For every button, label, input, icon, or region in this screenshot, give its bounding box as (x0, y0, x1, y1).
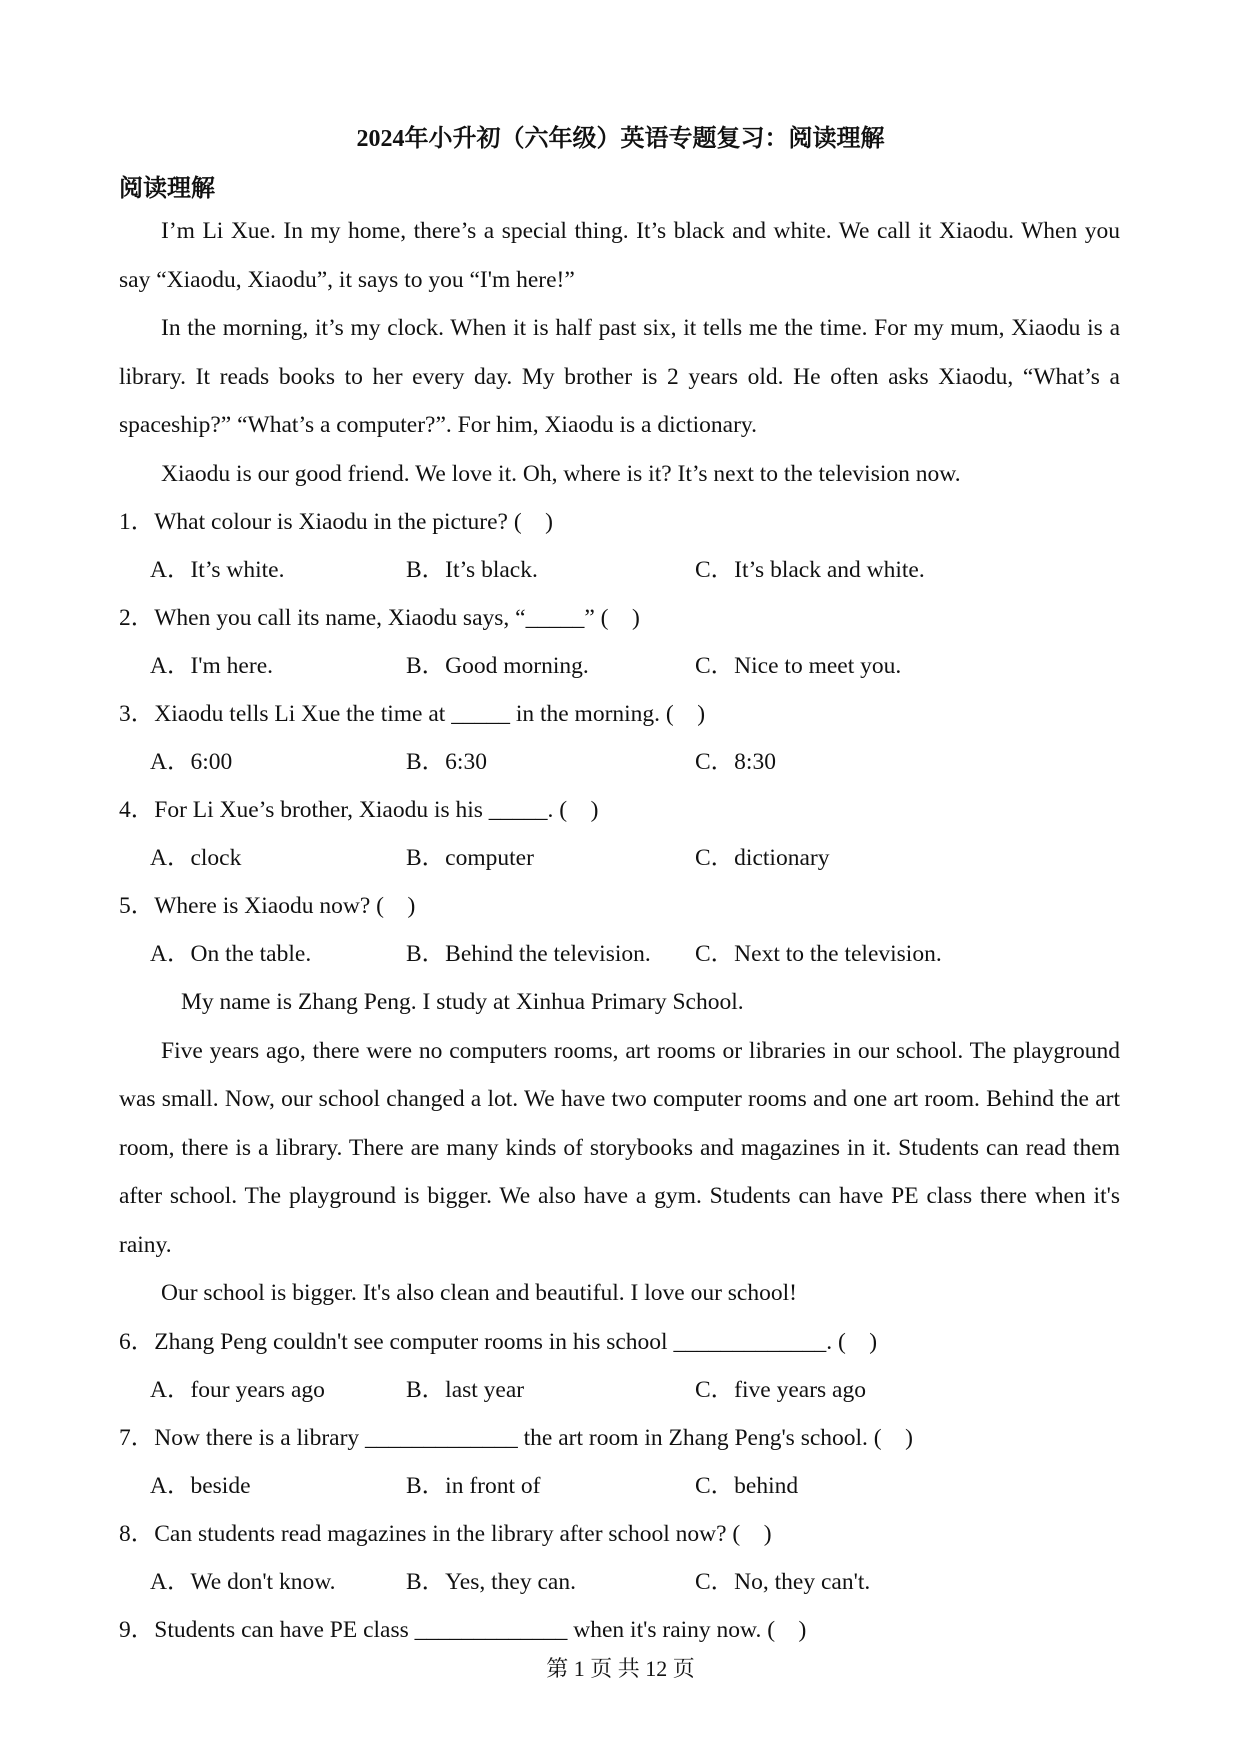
option-a: A．clock (150, 845, 242, 871)
options-2 (119, 642, 1120, 690)
question-4: 4．For Li Xue’s brother, Xiaodu is his _____. ( ) (119, 797, 599, 823)
options-6 (119, 1366, 1120, 1414)
options-5 (119, 930, 1120, 978)
option-b: B．in front of (406, 1472, 541, 1499)
passage1-paragraph-2: In the morning, it’s my clock. When it is half past six, it tells me the time. For my mum, Xiaodu is a library. It reads books to her every day. My brother is 2 years old. He often asks Xiaodu, “What’s a spaceship?” “What’s a computer?”. For him, Xiaodu is a dictionary. (119, 315, 1120, 438)
options-1 (119, 546, 1120, 594)
question-8: 8．Can students read magazines in the library after school now? ( ) (119, 1520, 772, 1547)
option-a: A．6:00 (150, 749, 233, 775)
option-a: A．I'm here. (150, 653, 273, 679)
option-b: B．computer (406, 845, 534, 871)
option-c: C．Nice to meet you. (695, 653, 902, 679)
option-c: C．No, they can't. (695, 1568, 871, 1595)
document-content (119, 207, 1120, 1654)
option-b: B．6:30 (406, 749, 487, 775)
options-7 (119, 1462, 1120, 1510)
question-7: 7．Now there is a library _____________ the art room in Zhang Peng's school. ( ) (119, 1424, 913, 1451)
question-5: 5．Where is Xiaodu now? ( ) (119, 893, 416, 919)
options-8 (119, 1558, 1120, 1606)
passage2-paragraph-3: Our school is bigger. It's also clean and beautiful. I love our school! (161, 1280, 797, 1306)
question-1: 1．What colour is Xiaodu in the picture? ( ) (119, 509, 553, 535)
passage1-paragraph-1: I’m Li Xue. In my home, there’s a special thing. It’s black and white. We call it Xiaodu. When you say “Xiaodu, Xiaodu”, it says to you “I'm here!” (119, 218, 1120, 293)
option-b: B．It’s black. (406, 557, 538, 583)
document-title: 2024年小升初（六年级）英语专题复习：阅读理解 (356, 126, 885, 152)
option-b: B．Good morning. (406, 653, 589, 679)
option-c: C．behind (695, 1472, 799, 1499)
option-b: B．Yes, they can. (406, 1568, 576, 1595)
page-number-footer: 第 1 页 共 12 页 (546, 1656, 695, 1681)
option-a: A．four years ago (150, 1376, 325, 1403)
option-a: A．On the table. (150, 941, 312, 967)
section-heading: 阅读理解 (119, 176, 215, 202)
option-a: A．beside (150, 1472, 251, 1499)
option-a: A．It’s white. (150, 557, 285, 583)
option-a: A．We don't know. (150, 1568, 336, 1595)
option-c: C．five years ago (695, 1376, 866, 1403)
question-3: 3．Xiaodu tells Li Xue the time at _____ in the morning. ( ) (119, 701, 706, 727)
option-c: C．Next to the television. (695, 941, 942, 967)
option-c: C．dictionary (695, 845, 830, 871)
options-4 (119, 834, 1120, 882)
option-c: C．8:30 (695, 749, 776, 775)
option-b: B．last year (406, 1376, 525, 1403)
question-2: 2．When you call its name, Xiaodu says, “_____” ( ) (119, 605, 640, 631)
passage1-paragraph-3: Xiaodu is our good friend. We love it. Oh, where is it? It’s next to the television now. (161, 460, 961, 487)
passage2-paragraph-1: My name is Zhang Peng. I study at Xinhua Primary School. (181, 989, 744, 1015)
options-3 (119, 738, 1120, 786)
question-9: 9．Students can have PE class _____________ when it's rainy now. ( ) (119, 1616, 807, 1643)
passage2-paragraph-2: Five years ago, there were no computers rooms, art rooms or libraries in our school. The playground was small. Now, our school changed a lot. We have two computer rooms and one art room. Behind the art room, there is a library. There are many kinds of storybooks and magazines in it. Students can read them after school. The playground is bigger. We also have a gym. Students can have PE class there when it's rainy. (119, 1037, 1120, 1258)
option-b: B．Behind the television. (406, 941, 651, 967)
option-c: C．It’s black and white. (695, 557, 925, 583)
question-6: 6．Zhang Peng couldn't see computer rooms in his school _____________. ( ) (119, 1328, 878, 1355)
